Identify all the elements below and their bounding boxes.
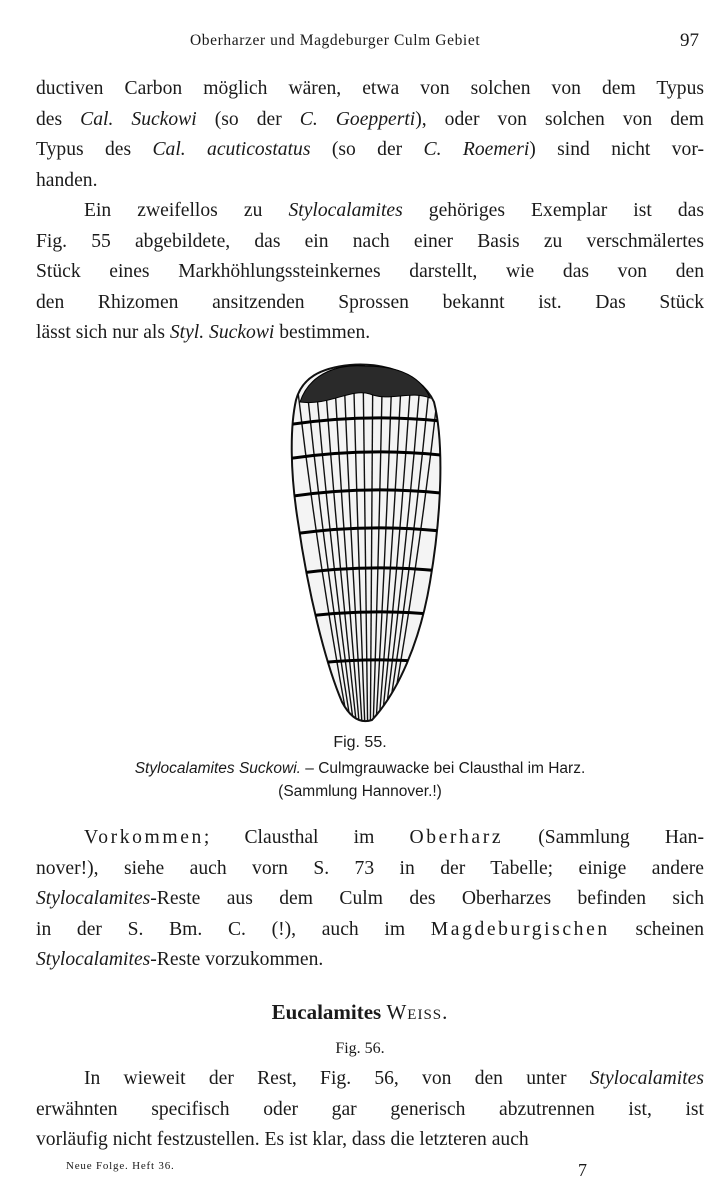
- text-run: Fig. 55 abgebildete, das ein nach einer Basis zu verschmälertes: [36, 230, 704, 252]
- text-run: Typus des: [36, 139, 153, 160]
- text-line: [36, 1064, 704, 1095]
- spaced-term: Magdeburgischen: [430, 918, 610, 940]
- figure-55-caption: [60, 760, 660, 778]
- text-run: erwähnten specifisch oder gar generisch abzutrennen ist, ist: [36, 1098, 704, 1120]
- genus-name: Eucalamites: [271, 1000, 382, 1024]
- italic-term: C. Roemeri: [423, 139, 530, 160]
- text-line: [36, 166, 704, 197]
- text-run: den Rhizomen ansitzenden Sprossen bekannt ist. Das Stück: [36, 291, 704, 313]
- text-run: ), oder von solchen von dem: [415, 108, 704, 130]
- text-line: [36, 196, 704, 227]
- text-line: [36, 823, 704, 854]
- italic-term: Styl. Suckowi: [169, 322, 275, 343]
- text-line: [36, 318, 704, 349]
- spaced-term: Oberharz: [409, 827, 504, 848]
- text-line: [36, 1125, 704, 1156]
- text-run: (Sammlung Han-: [503, 827, 704, 848]
- text-line: [36, 288, 704, 319]
- text-run: vorläufig nicht festzustellen. Es ist klar, dass die letzteren auch: [36, 1129, 529, 1150]
- footer-signature: 7: [578, 1160, 587, 1180]
- footer-series: Neue Folge. Heft 36.: [66, 1160, 175, 1172]
- spaced-term: Vorkommen: [84, 827, 204, 848]
- text-run: des: [36, 108, 81, 130]
- text-run: ; Clausthal im: [203, 827, 410, 848]
- running-title: Oberharzer und Magdeburger Culm Gebiet: [190, 32, 481, 49]
- text-run: ductiven Carbon möglich wären, etwa von solchen von dem Typus: [36, 78, 704, 99]
- text-line: [36, 74, 704, 105]
- running-header: [0, 28, 720, 58]
- italic-term: Cal. acuticostatus: [152, 139, 311, 160]
- italic-term: Stylocalamites: [36, 949, 151, 970]
- text-line: [36, 105, 704, 136]
- fossil-illustration: [280, 362, 450, 727]
- text-run: ) sind nicht vor-: [529, 139, 704, 160]
- paragraph-3: [36, 823, 704, 976]
- figure-55-collection: (Sammlung Hannover.!): [278, 783, 442, 800]
- text-line: [36, 884, 704, 915]
- caption-locality: – Culmgrauwacke bei Clausthal im Harz.: [300, 760, 586, 777]
- text-run: -Reste vorzukommen.: [150, 949, 324, 970]
- text-line: [36, 257, 704, 288]
- text-run: in der S. Bm. C. (!), auch im: [36, 918, 431, 940]
- text-run: gehöriges Exemplar ist das: [402, 200, 704, 221]
- caption-taxon: Stylocalamites Suckowi.: [134, 760, 301, 777]
- text-run: Stück eines Markhöhlungssteinkernes darstellt, wie das von den: [36, 261, 704, 282]
- text-run: -Reste aus dem Culm des Oberharzes befinden sich: [150, 888, 704, 909]
- italic-term: C. Goepperti: [299, 108, 416, 130]
- text-line: [36, 1095, 704, 1126]
- paragraph-1: [36, 74, 704, 196]
- text-line: [36, 227, 704, 258]
- stylocalamites-fossil-image: [280, 362, 450, 727]
- text-line: [36, 135, 704, 166]
- text-run: (so der: [310, 139, 424, 160]
- section-heading: [0, 1000, 720, 1025]
- text-run: Ein zweifellos zu: [84, 200, 289, 221]
- figure-55-label: Fig. 55.: [333, 734, 387, 751]
- text-run: scheinen: [609, 918, 705, 940]
- text-line: [36, 854, 704, 885]
- italic-term: Stylocalamites: [36, 888, 151, 909]
- genus-author: Weiss.: [386, 1000, 449, 1024]
- text-run: handen.: [36, 169, 98, 191]
- italic-term: Stylocalamites: [589, 1068, 704, 1089]
- italic-term: Stylocalamites: [288, 200, 403, 221]
- figure-56-ref: Fig. 56.: [335, 1040, 385, 1057]
- paragraph-4: [36, 1064, 704, 1156]
- text-line: [36, 945, 704, 976]
- paragraph-2: [36, 196, 704, 349]
- text-run: bestimmen.: [274, 322, 371, 343]
- text-run: In wieweit der Rest, Fig. 56, von den unter: [84, 1068, 590, 1089]
- text-run: (so der: [196, 108, 300, 130]
- text-run: lässt sich nur als: [36, 322, 170, 343]
- text-line: [36, 915, 704, 946]
- page-number: 97: [680, 30, 699, 51]
- italic-term: Cal. Suckowi: [80, 108, 197, 130]
- text-run: nover!), siehe auch vorn S. 73 in der Tabelle; einige andere: [36, 857, 704, 879]
